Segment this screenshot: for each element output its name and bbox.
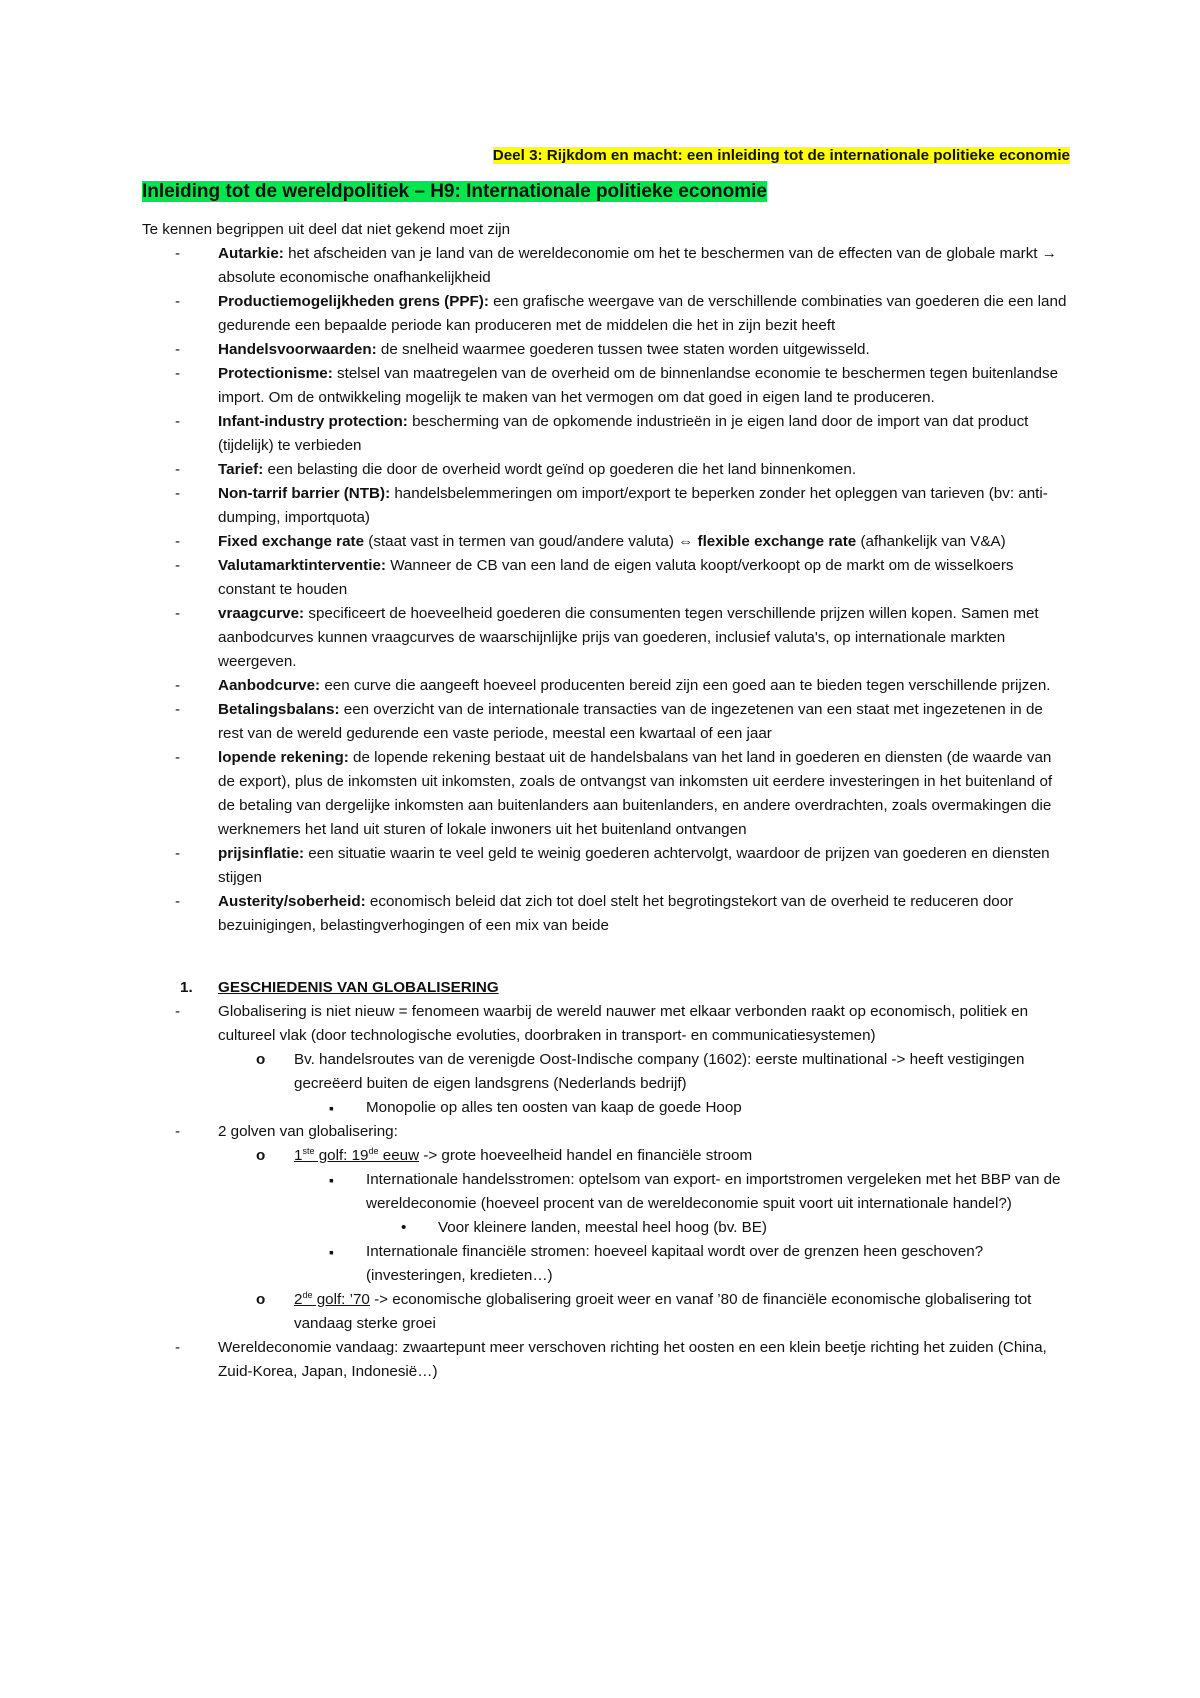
term-definition: een grafische weergave van de verschillende combinaties van goederen die een land gedurende een bepaalde periode kan produceren met de middelen die het in zijn bezit heeft bbox=[218, 293, 1067, 334]
section-list bbox=[142, 1000, 1070, 1384]
subsub-list bbox=[294, 1168, 1070, 1288]
part-heading bbox=[142, 144, 1070, 168]
term-label: Protectionisme: bbox=[218, 365, 333, 382]
wave-label bbox=[294, 1147, 419, 1164]
wave-century-word: eeuw bbox=[378, 1147, 420, 1164]
term-item bbox=[218, 338, 1070, 362]
term-label: Tarief: bbox=[218, 461, 264, 478]
wave-description: -> grote hoeveelheid handel en financiële stroom bbox=[419, 1147, 753, 1164]
wave-label bbox=[294, 1291, 370, 1308]
term-definition: economisch beleid dat zich tot doel stelt het begrotingstekort van de overheid te reduceren door bezuinigingen, belastingverhogingen of een mix van beide bbox=[218, 893, 1014, 934]
term-item bbox=[218, 530, 1070, 554]
term-label: Infant-industry protection: bbox=[218, 413, 408, 430]
wave-ordinal-suffix: ste bbox=[302, 1145, 315, 1156]
section-number: 1. bbox=[180, 979, 193, 996]
wave-item bbox=[294, 1288, 1070, 1336]
section-heading bbox=[142, 976, 1070, 1000]
section-item bbox=[218, 1120, 1070, 1336]
term-label: Productiemogelijkheden grens (PPF): bbox=[218, 293, 489, 310]
subsub-item bbox=[366, 1168, 1070, 1240]
term-label: lopende rekening: bbox=[218, 749, 349, 766]
term-item bbox=[218, 362, 1070, 410]
wave-century-suffix: de bbox=[368, 1145, 379, 1156]
term-definition: handelsbelemmeringen om import/export te beperken zonder het opleggen van tarieven (bv: anti-dumping, importquota) bbox=[218, 485, 1048, 526]
term-definition: de lopende rekening bestaat uit de handelsbalans van het land in goederen en diensten (de waarde van de export), plus de inkomsten uit inkomsten, zoals de ontvangst van inkomsten uit eerdere investeringen in het buitenland of de betaling van dergelijke inkomsten aan buitenlanders aan buitenlanders, en andere overdrachten, zoals overmakingen die werknemers het land uit sturen of lokale inwoners uit het buitenland ontvangen bbox=[218, 749, 1053, 838]
term-definition: een belasting die door de overheid wordt geïnd op goederen die het land binnenkomen. bbox=[263, 461, 857, 478]
sub-item-text: Bv. handelsroutes van de verenigde Oost-Indische company (1602): eerste multinational -> heeft vestigingen gecreëerd buiten de eigen landsgrens (Nederlands bedrijf) bbox=[294, 1051, 1025, 1092]
subsub-item: ▪ Internationale financiële stromen: hoeveel kapitaal wordt over de grenzen heen geschoven? (investeringen, kredieten…) bbox=[366, 1240, 1070, 1288]
bullet-list bbox=[366, 1216, 1070, 1240]
term-item bbox=[218, 842, 1070, 890]
term-definition: de snelheid waarmee goederen tussen twee staten worden uitgewisseld. bbox=[376, 341, 870, 358]
term-label: Non-tarrif barrier (NTB): bbox=[218, 485, 391, 502]
term-item bbox=[218, 698, 1070, 746]
term-definition: stelsel van maatregelen van de overheid om de binnenlandse economie te beschermen tegen buitenlandse import. Om de ontwikkeling mogelijk te maken van het vermogen om dat goed in eigen land te produceren. bbox=[218, 365, 1059, 406]
sub-item bbox=[294, 1048, 1070, 1120]
term-item bbox=[218, 482, 1070, 530]
section-item-text: Globalisering is niet nieuw = fenomeen waarbij de wereld nauwer met elkaar verbonden raakt op economisch, politiek en cultureel vlak (door technologische evoluties, doorbraken in transport- en communicatiesystemen) bbox=[218, 1003, 1029, 1044]
term-item bbox=[218, 890, 1070, 938]
term-label: Betalingsbalans: bbox=[218, 701, 340, 718]
sub-list bbox=[218, 1048, 1070, 1120]
term-item bbox=[218, 458, 1070, 482]
subsub-item-text: Internationale handelsstromen: optelsom van export- en importstromen vergeleken met het BBP van de wereldeconomie (hoeveel procent van de wereldeconomie spuit voort uit internationale handel?) bbox=[366, 1171, 1061, 1212]
term-label: Handelsvoorwaarden: bbox=[218, 341, 377, 358]
section-title: GESCHIEDENIS VAN GLOBALISERING bbox=[218, 979, 499, 996]
term-label-secondary: flexible exchange rate bbox=[697, 533, 857, 550]
term-definition: specificeert de hoeveelheid goederen die consumenten tegen verschillende prijzen willen kopen. Samen met aanbodcurves kunnen vraagcurves de waarschijnlijke prijs van goederen, inclusief valuta's, op internationale markten weergeven. bbox=[218, 605, 1039, 670]
sub-list bbox=[218, 1144, 1070, 1336]
subsub-list bbox=[294, 1096, 1070, 1120]
wave-century: golf: 19 bbox=[314, 1147, 369, 1164]
term-definition-secondary: (afhankelijk van V&A) bbox=[856, 533, 1006, 550]
subsub-item: ▪ Monopolie op alles ten oosten van kaap de goede Hoop bbox=[366, 1096, 1070, 1120]
term-label: Austerity/soberheid: bbox=[218, 893, 366, 910]
term-definition: Wanneer de CB van een land de eigen valuta koopt/verkoopt op de markt om de wisselkoers constant te houden bbox=[218, 557, 1014, 598]
wave-ordinal: 1 bbox=[294, 1147, 303, 1164]
term-item bbox=[218, 746, 1070, 842]
part-title: Deel 3: Rijkdom en macht: een inleiding tot de internationale politieke economie bbox=[492, 147, 1070, 164]
wave-item bbox=[294, 1144, 1070, 1288]
section-item-text: 2 golven van globalisering: bbox=[218, 1123, 398, 1140]
term-definition: een overzicht van de internationale transacties van de ingezetenen van een staat met ingezetenen in de rest van de wereld gedurende een vaste periode, meestal een kwartaal of een jaar bbox=[218, 701, 1043, 742]
term-label: Aanbodcurve: bbox=[218, 677, 321, 694]
chapter-title: Inleiding tot de wereldpolitiek – H9: Internationale politieke economie bbox=[142, 181, 767, 202]
term-definition: een situatie waarin te veel geld te weinig goederen achtervolgt, waardoor de prijzen van goederen en diensten stijgen bbox=[218, 845, 1050, 886]
wave-description: -> economische globalisering groeit weer en vanaf ’80 de financiële economische globalisering tot vandaag sterke groei bbox=[294, 1291, 1032, 1332]
term-definition: bescherming van de opkomende industrieën in je eigen land door de import van dat product (tijdelijk) te verbieden bbox=[218, 413, 1029, 454]
wave-ordinal-suffix: de bbox=[302, 1289, 313, 1300]
term-definition: het afscheiden van je land van de wereldeconomie om het te beschermen van de effecten van de globale markt → absolute economische onafhankelijkheid bbox=[218, 245, 1057, 286]
term-label: prijsinflatie: bbox=[218, 845, 305, 862]
chapter-heading bbox=[142, 178, 1070, 206]
section-item: - Wereldeconomie vandaag: zwaartepunt meer verschoven richting het oosten en een klein beetje richting het zuiden (China, Zuid-Korea, Japan, Indonesië…) bbox=[218, 1336, 1070, 1384]
terms-list bbox=[142, 242, 1070, 938]
wave-ordinal: 2 bbox=[294, 1291, 303, 1308]
term-label: Valutamarktinterventie: bbox=[218, 557, 386, 574]
term-label: vraagcurve: bbox=[218, 605, 305, 622]
wave-period: golf: ’70 bbox=[312, 1291, 370, 1308]
term-item bbox=[218, 290, 1070, 338]
term-item bbox=[218, 674, 1070, 698]
section-item bbox=[218, 1000, 1070, 1120]
term-label: Fixed exchange rate bbox=[218, 533, 365, 550]
term-item bbox=[218, 410, 1070, 458]
term-definition: (staat vast in termen van goud/andere valuta) ⇔ bbox=[364, 533, 698, 550]
term-item bbox=[218, 242, 1070, 290]
term-item bbox=[218, 554, 1070, 602]
term-item bbox=[218, 602, 1070, 674]
intro-text: Te kennen begrippen uit deel dat niet gekend moet zijn bbox=[142, 221, 511, 238]
term-label: Autarkie: bbox=[218, 245, 284, 262]
term-definition: een curve die aangeeft hoeveel producenten bereid zijn een goed aan te bieden tegen verschillende prijzen. bbox=[320, 677, 1051, 694]
bullet-item: • Voor kleinere landen, meestal heel hoog (bv. BE) bbox=[438, 1216, 1070, 1240]
